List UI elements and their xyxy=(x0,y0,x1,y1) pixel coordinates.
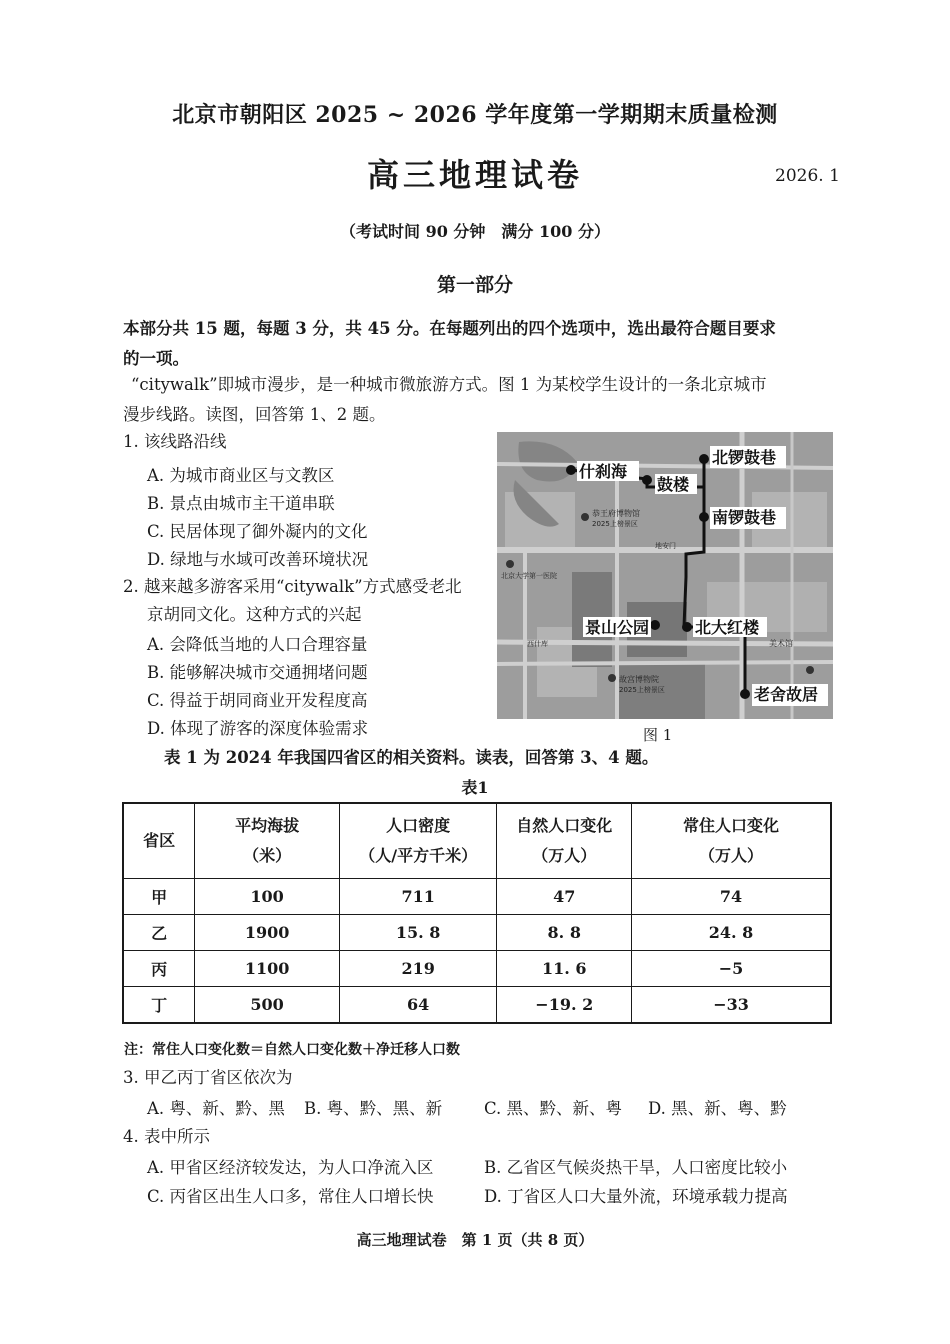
table-cell: 24. 8 xyxy=(632,915,831,951)
question-intro xyxy=(123,370,835,430)
table-cell: 丙 xyxy=(123,951,195,987)
table-cell: 乙 xyxy=(123,915,195,951)
table-cell: 15. 8 xyxy=(339,915,497,951)
poi-label-museum2-note: 2025上榜景区 xyxy=(619,686,665,694)
table-cell: 74 xyxy=(632,879,831,915)
stop-label-shichahai: 什刹海 xyxy=(579,462,628,481)
q2-option-d[interactable]: D. 体现了游客的深度体验需求 xyxy=(147,719,369,738)
stop-dot-shichahai xyxy=(566,465,576,475)
stop-dot-beidahonglou xyxy=(682,622,692,632)
stop-dot-nanluogu xyxy=(699,512,709,522)
road xyxy=(497,662,833,664)
poi-icon xyxy=(806,666,814,674)
q4-option-c[interactable]: C. 丙省区出生人口多，常住人口增长快 xyxy=(147,1187,434,1206)
stop-label-beiluogu: 北锣鼓巷 xyxy=(712,448,777,467)
poi-label-museum1: 恭王府博物馆 xyxy=(592,509,640,518)
table-cell: 1900 xyxy=(195,915,340,951)
table-note: 注：常住人口变化数＝自然人口变化数＋净迁移人口数 xyxy=(124,1042,460,1058)
q1-option-d[interactable]: D. 绿地与水域可改善环境状况 xyxy=(147,550,369,569)
q3-stem: 3. 甲乙丙丁省区依次为 xyxy=(123,1068,293,1087)
q3-option-d[interactable]: D. 黑、新、粤、黔 xyxy=(648,1099,787,1118)
table-cell: 甲 xyxy=(123,879,195,915)
table-cell: 100 xyxy=(195,879,340,915)
intro-line-2: 漫步线路。读图，回答第 1、2 题。 xyxy=(123,405,386,424)
table-title: 表1 xyxy=(461,778,489,797)
table-row xyxy=(123,879,831,915)
table-row xyxy=(123,951,831,987)
table-cell: 8. 8 xyxy=(497,915,632,951)
q2-stem-line-2: 京胡同文化。这种方式的兴起 xyxy=(147,605,362,624)
stop-dot-jingshan xyxy=(650,620,660,630)
hospital-icon xyxy=(506,560,514,568)
table-row xyxy=(123,987,831,1024)
q2-stem-line-1: 2. 越来越多游客采用“citywalk”方式感受老北 xyxy=(123,577,462,596)
table-cell: −33 xyxy=(632,987,831,1024)
table-cell: 500 xyxy=(195,987,340,1024)
table-header: 常住人口变化 （万人） xyxy=(632,803,831,879)
page-footer: 高三地理试卷 第 1 页（共 8 页） xyxy=(356,1231,594,1249)
poi-label-art: 美术馆 xyxy=(769,639,793,648)
table-header: 平均海拔 （米） xyxy=(195,803,340,879)
table-cell: 11. 6 xyxy=(497,951,632,987)
instructions-line-1: 本部分共 15 题，每题 3 分，共 45 分。在每题列出的四个选项中，选出最符合题目要求 xyxy=(123,319,776,338)
table-row xyxy=(123,915,831,951)
q4-option-d[interactable]: D. 丁省区人口大量外流，环境承载力提高 xyxy=(484,1187,788,1206)
citywalk-route-map xyxy=(497,432,833,719)
table-cell: 丁 xyxy=(123,987,195,1024)
table-header: 人口密度 （人/平方千米） xyxy=(339,803,497,879)
stop-dot-laoshe xyxy=(740,689,750,699)
stop-label-beidahonglou: 北大红楼 xyxy=(695,618,760,637)
q2-option-a[interactable]: A. 会降低当地的人口合理容量 xyxy=(147,635,368,654)
table-cell: 1100 xyxy=(195,951,340,987)
table-header: 自然人口变化 （万人） xyxy=(497,803,632,879)
table-cell: 219 xyxy=(339,951,497,987)
exam-title: 高三地理试卷 xyxy=(366,156,583,194)
table-header: 省区 xyxy=(123,803,195,879)
intro-line-1: “citywalk”即城市漫步，是一种城市微旅游方式。图 1 为某校学生设计的一条北京城市 xyxy=(131,375,767,394)
table-cell: −5 xyxy=(632,951,831,987)
table-cell: 47 xyxy=(497,879,632,915)
province-data-table xyxy=(122,802,832,1024)
q2-option-c[interactable]: C. 得益于胡同商业开发程度高 xyxy=(147,691,368,710)
stop-label-nanluogu: 南锣鼓巷 xyxy=(712,508,777,527)
exam-header: 北京市朝阳区 2025 ~ 2026 学年度第一学期期末质量检测 xyxy=(172,102,778,128)
q1-option-c[interactable]: C. 民居体现了御外凝内的文化 xyxy=(147,522,368,541)
table-cell: 711 xyxy=(339,879,497,915)
table-intro: 表 1 为 2024 年我国四省区的相关资料。读表，回答第 3、4 题。 xyxy=(164,748,659,767)
table-header-row xyxy=(123,803,831,879)
q4-option-b[interactable]: B. 乙省区气候炎热干旱，人口密度比较小 xyxy=(484,1158,788,1177)
exam-meta: （考试时间 90 分钟 满分 100 分） xyxy=(340,222,610,241)
q1-stem: 1. 该线路沿线 xyxy=(123,432,227,451)
stop-label-laoshe: 老舍故居 xyxy=(754,685,819,704)
stop-dot-beiluogu xyxy=(699,454,709,464)
section-instructions xyxy=(123,314,835,374)
q1-option-b[interactable]: B. 景点由城市主干道串联 xyxy=(147,494,335,513)
table-cell: 64 xyxy=(339,987,497,1024)
map-canvas xyxy=(497,432,833,719)
road-label-dianmen: 地安门 xyxy=(655,542,676,550)
q2-option-b[interactable]: B. 能够解决城市交通拥堵问题 xyxy=(147,663,368,682)
q4-stem: 4. 表中所示 xyxy=(123,1127,210,1146)
q3-option-b[interactable]: B. 粤、黔、黑、新 xyxy=(304,1099,443,1118)
section-title: 第一部分 xyxy=(436,274,513,296)
poi-label-museum2: 故宫博物院 xyxy=(619,675,659,684)
instructions-line-2: 的一项。 xyxy=(123,349,189,368)
poi-label-hospital: 北京大学第一医院 xyxy=(501,572,557,580)
poi-label-museum1-note: 2025上榜景区 xyxy=(592,520,638,528)
table-cell: −19. 2 xyxy=(497,987,632,1024)
museum-icon xyxy=(608,674,616,682)
stop-dot-gulou xyxy=(642,475,652,485)
exam-date: 2026. 1 xyxy=(775,166,840,186)
q3-option-c[interactable]: C. 黑、黔、新、粤 xyxy=(484,1099,623,1118)
stop-label-gulou: 鼓楼 xyxy=(657,475,690,494)
map-caption: 图 1 xyxy=(643,726,673,744)
museum-icon xyxy=(581,513,589,521)
road-label-xishiku: 西什库 xyxy=(527,640,548,648)
stop-label-jingshan: 景山公园 xyxy=(585,618,650,637)
q4-option-a[interactable]: A. 甲省区经济较发达，为人口净流入区 xyxy=(147,1158,434,1177)
q3-option-a[interactable]: A. 粤、新、黔、黑 xyxy=(147,1099,285,1118)
q1-option-a[interactable]: A. 为城市商业区与文教区 xyxy=(147,466,335,485)
